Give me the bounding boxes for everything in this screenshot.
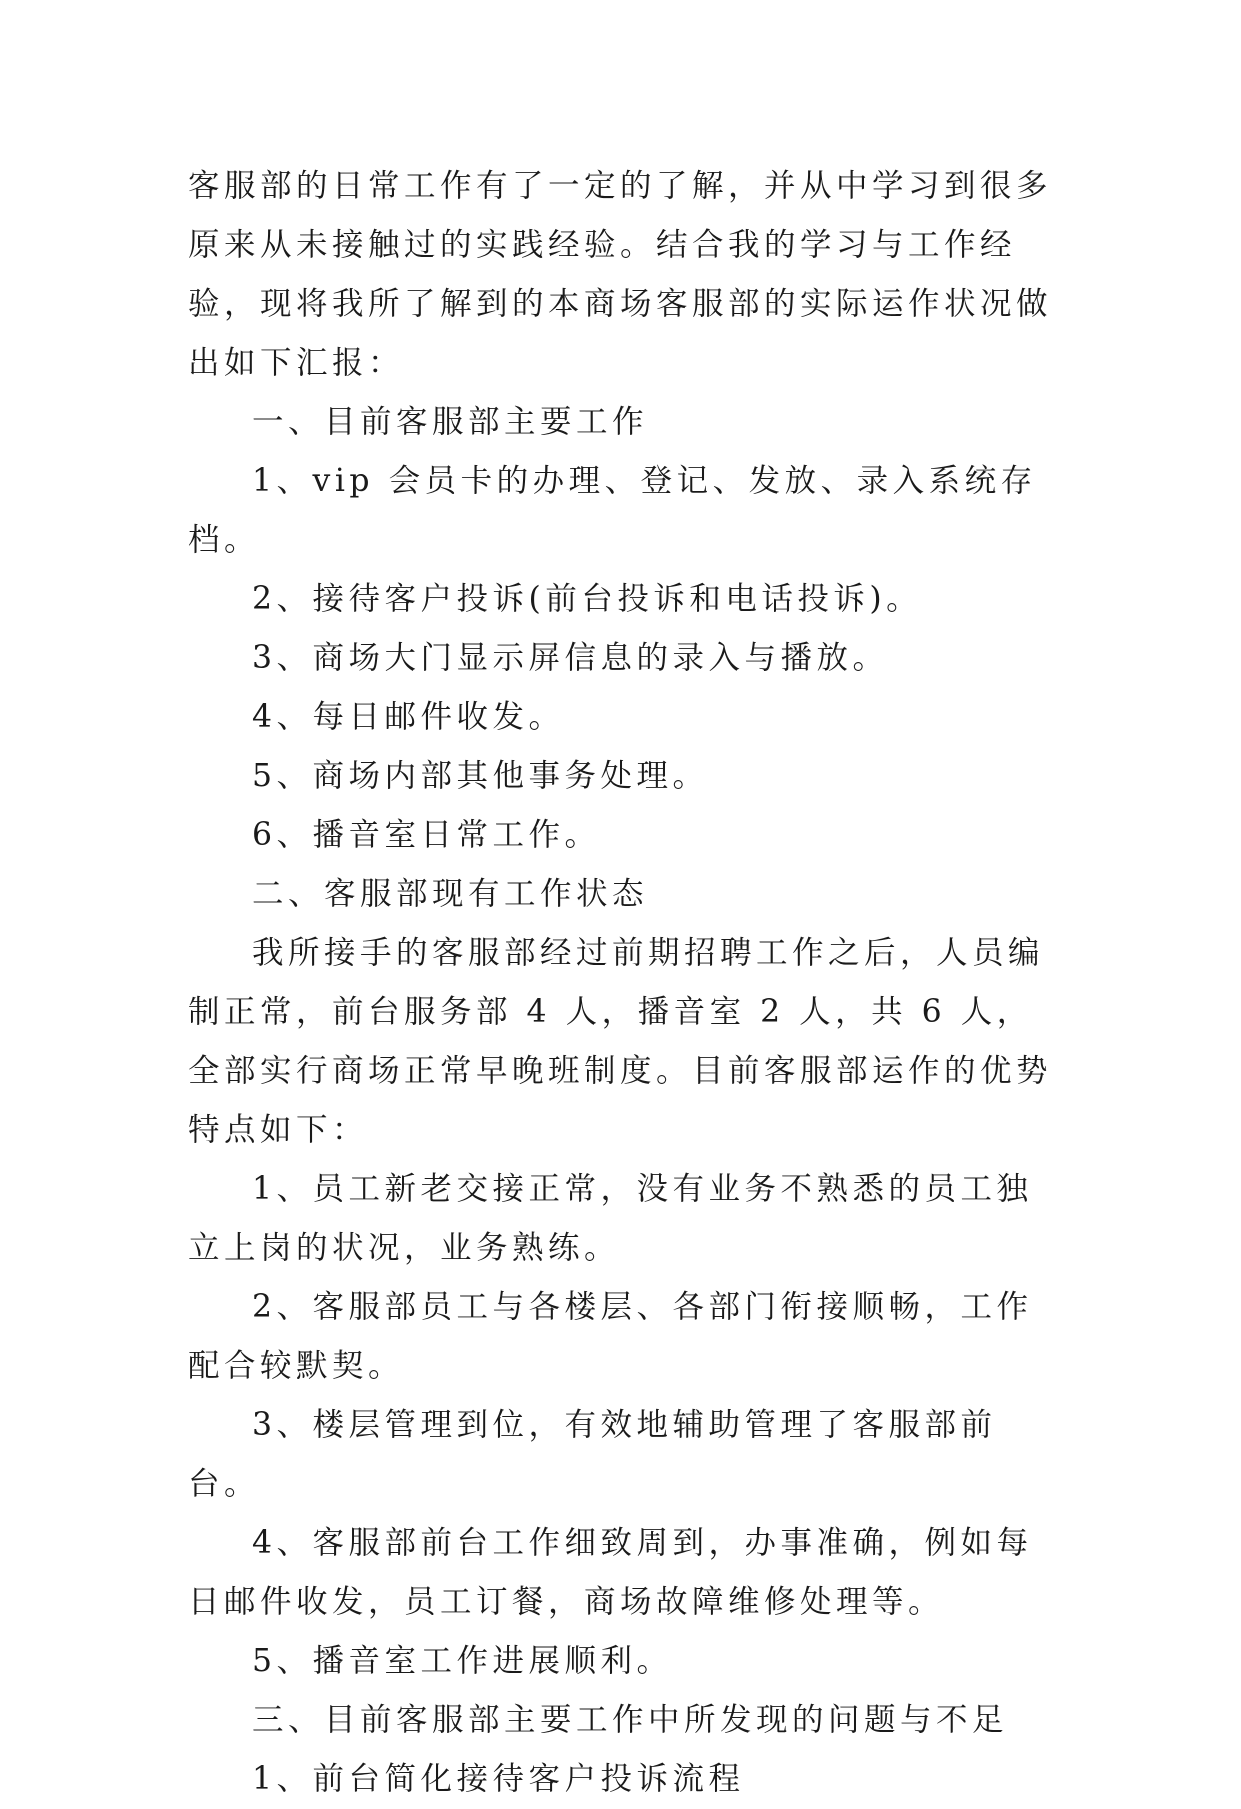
section-heading-1: 一、目前客服部主要工作 xyxy=(252,404,649,440)
list-item: 5、商场内部其他事务处理。 xyxy=(252,758,709,794)
list-item: 4、每日邮件收发。 xyxy=(252,699,565,735)
list-item: 2、客服部员工与各楼层、各部门衔接顺畅，工作配合较默契。 xyxy=(188,1289,1033,1384)
list-item: 1、员工新老交接正常，没有业务不熟悉的员工独立上岗的状况，业务熟练。 xyxy=(188,1171,1033,1266)
list-item: 3、商场大门显示屏信息的录入与播放。 xyxy=(252,640,889,676)
paragraph-intro: 客服部的日常工作有了一定的了解，并从中学习到很多原来从未接触过的实践经验。结合我的学习与工作经验，现将我所了解到的本商场客服部的实际运作状况做出如下汇报： xyxy=(188,168,1053,381)
list-item: 5、播音室工作进展顺利。 xyxy=(252,1643,673,1679)
paragraph-status: 我所接手的客服部经过前期招聘工作之后，人员编制正常，前台服务部 4 人，播音室 2 人，共 6 人，全部实行商场正常早晚班制度。目前客服部运作的优势特点如下： xyxy=(188,935,1053,1148)
list-item: 3、楼层管理到位，有效地辅助管理了客服部前台。 xyxy=(188,1407,997,1502)
section-heading-3: 三、目前客服部主要工作中所发现的问题与不足 xyxy=(252,1702,1009,1738)
list-item: 2、接待客户投诉(前台投诉和电话投诉)。 xyxy=(252,581,923,617)
section-heading-2: 二、客服部现有工作状态 xyxy=(252,876,649,912)
document-page xyxy=(188,157,1058,1809)
list-item: 4、客服部前台工作细致周到，办事准确，例如每日邮件收发，员工订餐，商场故障维修处理等。 xyxy=(188,1525,1033,1620)
list-item: 6、播音室日常工作。 xyxy=(252,817,601,853)
list-item: 1、前台简化接待客户投诉流程 xyxy=(252,1761,745,1797)
list-item: 1、vip 会员卡的办理、登记、发放、录入系统存档。 xyxy=(188,463,1037,558)
